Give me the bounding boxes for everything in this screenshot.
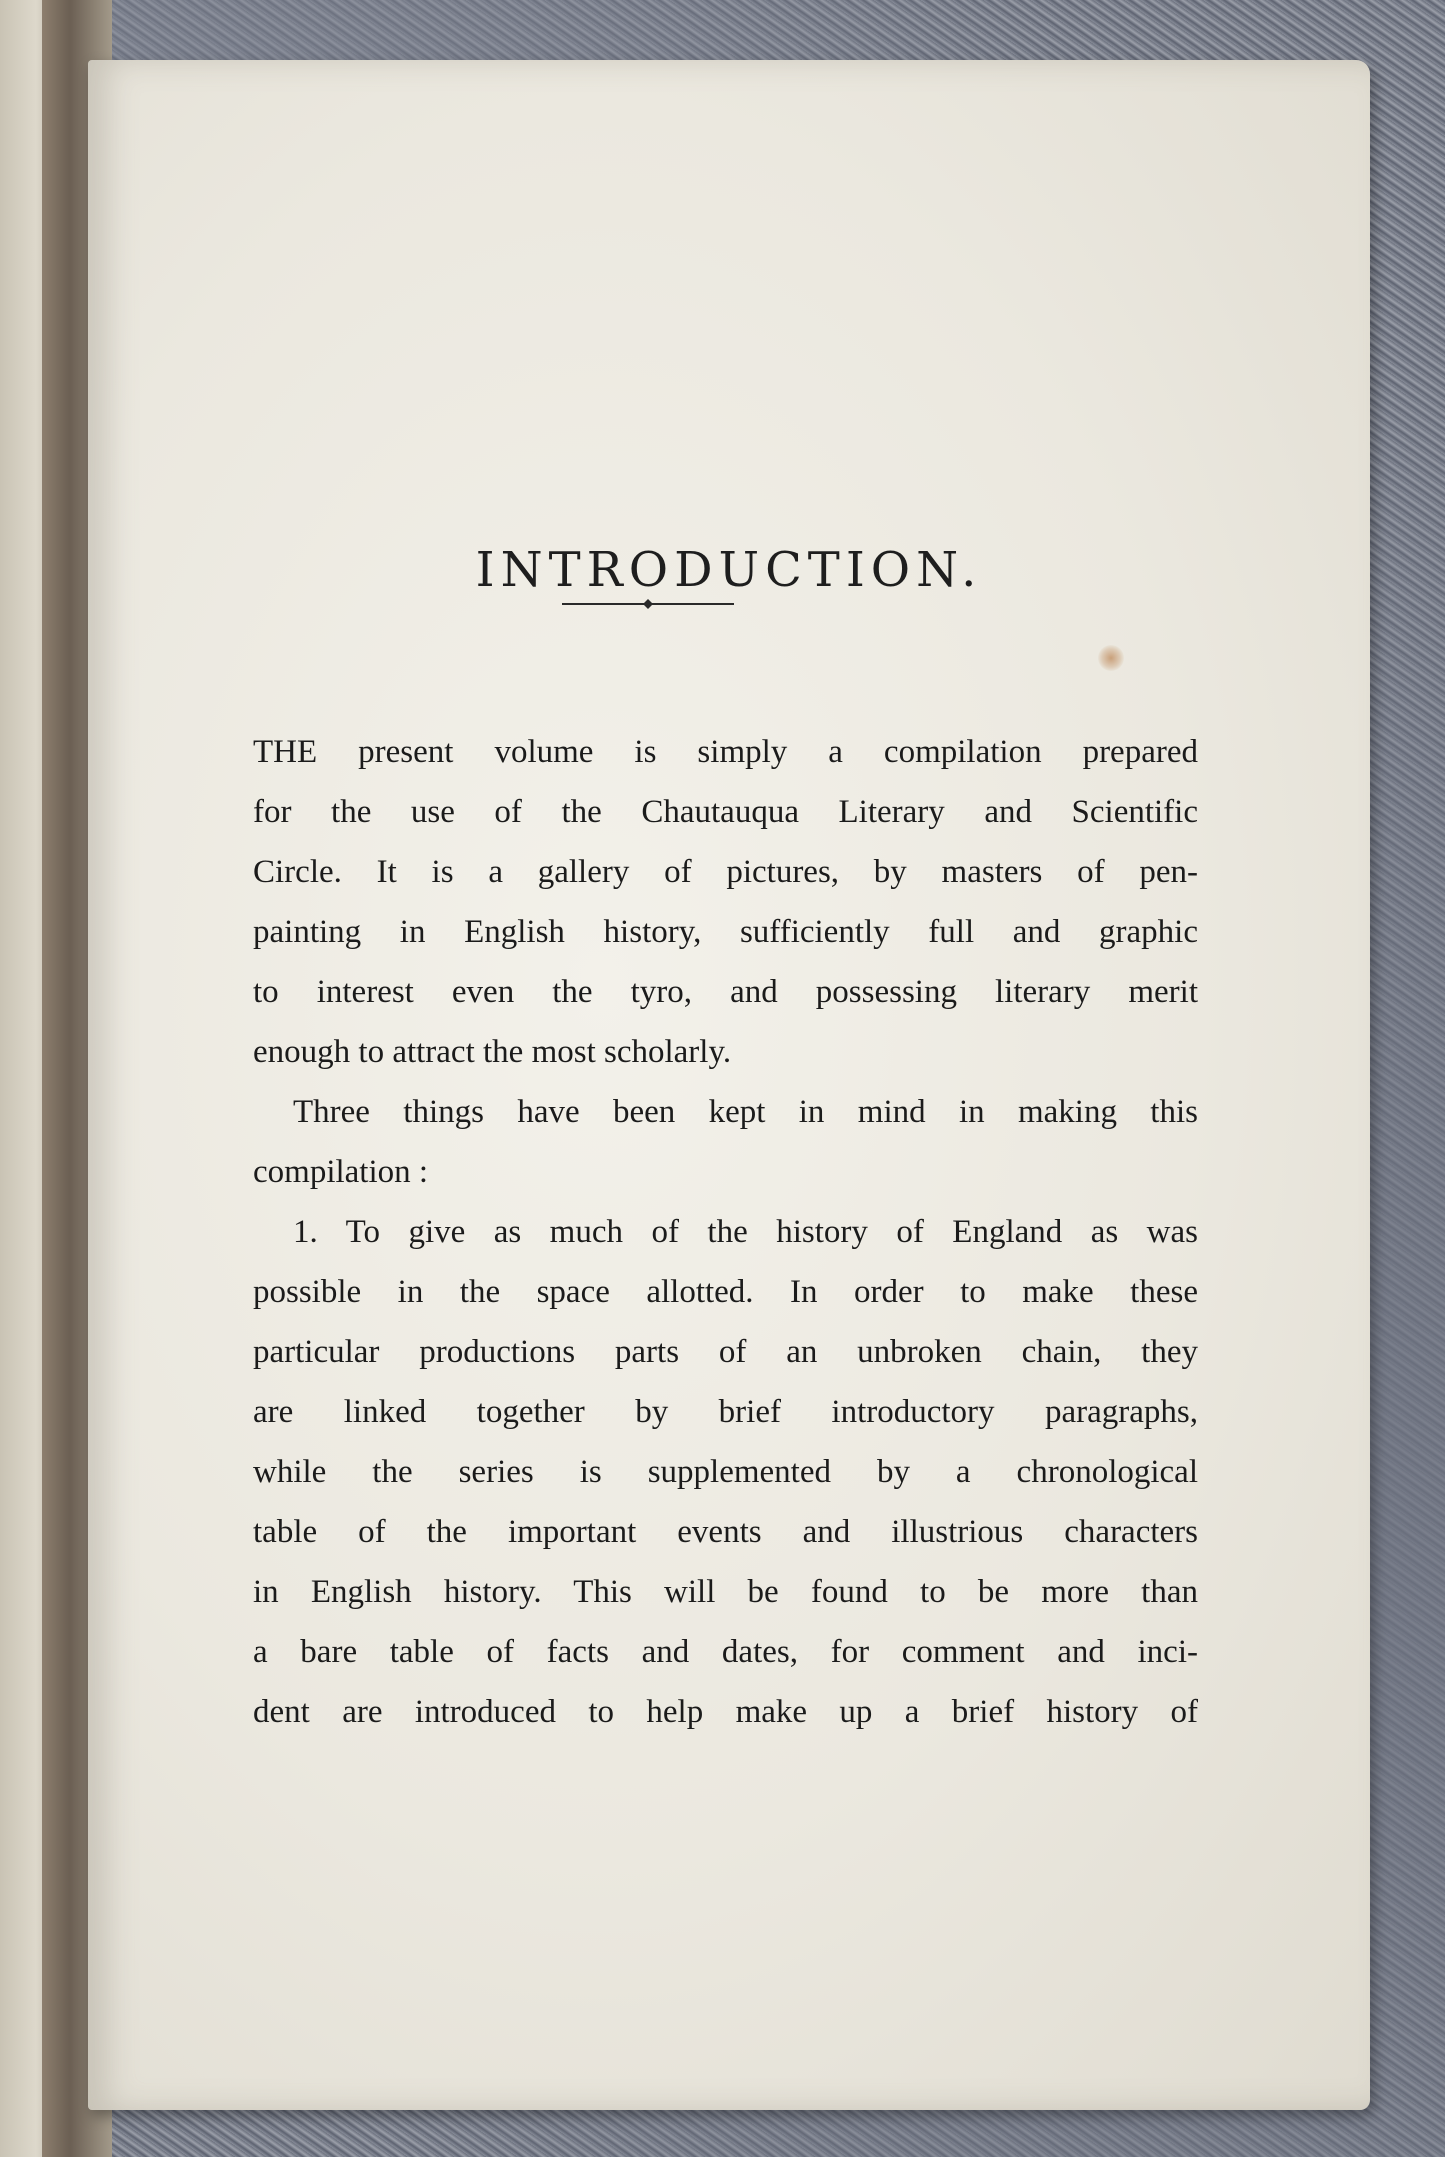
text-line: THE present volume is simply a compilation prepared [253,734,1198,770]
text-line: in English history. This will be found to be more than [253,1574,1198,1610]
body-text [253,722,1198,1742]
text-line: Circle. It is a gallery of pictures, by masters of pen- [253,854,1198,890]
text-line: table of the important events and illustrious characters [253,1514,1198,1550]
book-page [88,60,1370,2110]
title-rule-ornament-icon [560,594,736,614]
page-title: INTRODUCTION. [475,542,983,598]
text-line: painting in English history, sufficiently full and graphic [253,914,1198,950]
text-line: for the use of the Chautauqua Literary and Scientific [253,794,1198,830]
text-line: are linked together by brief introductory paragraphs, [253,1394,1198,1430]
text-line: a bare table of facts and dates, for comment and inci- [253,1634,1198,1670]
text-line: while the series is supplemented by a chronological [253,1454,1198,1490]
text-line: Three things have been kept in mind in making this [293,1094,1198,1130]
text-line: possible in the space allotted. In order to make these [253,1274,1198,1310]
text-line: enough to attract the most scholarly. [253,1034,732,1070]
text-line: compilation : [253,1154,429,1190]
text-line: dent are introduced to help make up a brief history of [253,1694,1198,1730]
text-line: to interest even the tyro, and possessing literary merit [253,974,1198,1010]
text-line: 1. To give as much of the history of England as was [293,1214,1198,1250]
foxing-stain [1098,645,1124,671]
text-line: particular productions parts of an unbroken chain, they [253,1334,1198,1370]
